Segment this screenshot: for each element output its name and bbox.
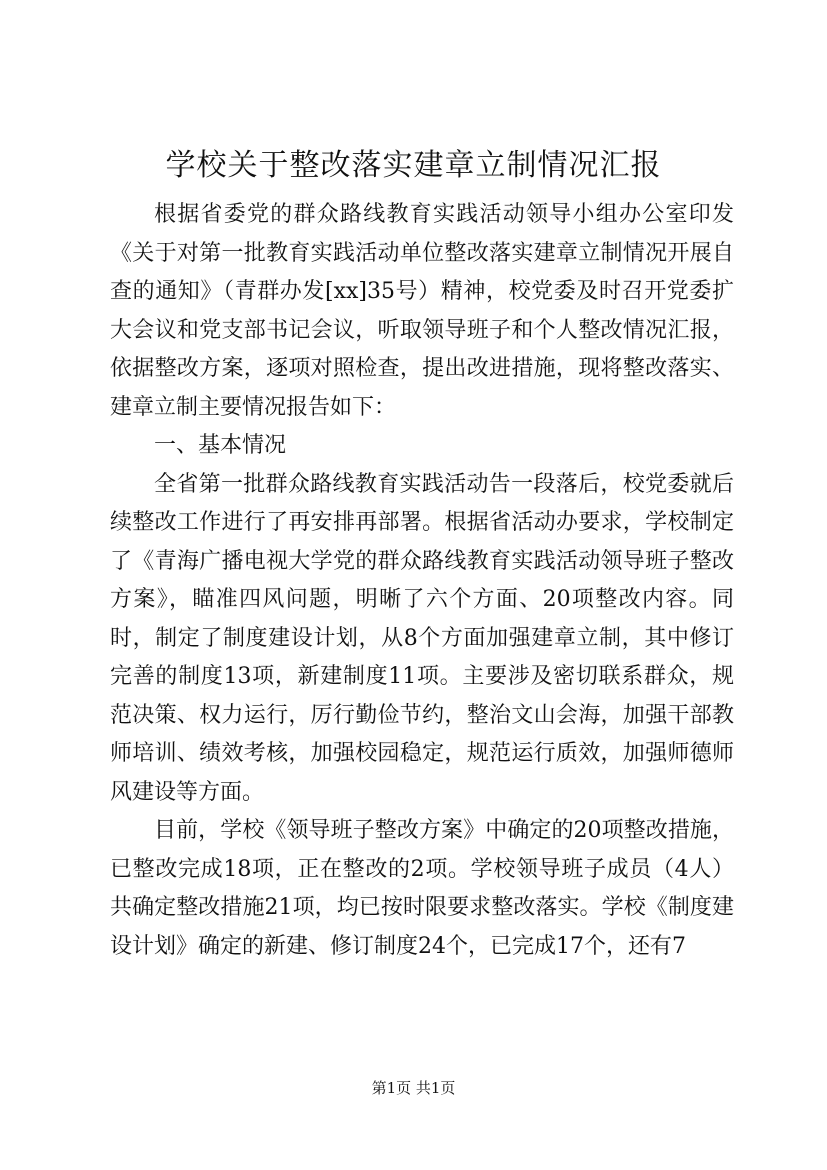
document-title: 学校关于整改落实建章立制情况汇报 bbox=[165, 148, 662, 183]
paragraph-current-progress: 目前，学校《领导班子整改方案》中确定的20项整改措施，已整改完成18项，正在整改的2项。学校领导班子成员（4人）共确定整改措施21项，均已按时限要求整改落实。学校《制度建设计划》确定的新建、修订制度24个，已完成17个，还有7 bbox=[110, 818, 734, 959]
page-number-footer: 第1页 共1页 bbox=[371, 1079, 456, 1097]
paragraph-basic-situation: 全省第一批群众路线教育实践活动告一段落后，校党委就后续整改工作进行了再安排再部署。根据省活动办要求，学校制定了《青海广播电视大学党的群众路线教育实践活动领导班子整改方案》，瞄准四风问题，明晰了六个方面、20项整改内容。同时，制定了制度建设计划，从8个方面加强建章立制，其中修订完善的制度13项，新建制度11项。主要涉及密切联系群众，规范决策、权力运行，厉行勤俭节约，整治文山会海，加强干部教师培训、绩效考核，加强校园稳定，规范运行质效，加强师德师风建设等方面。 bbox=[110, 471, 734, 805]
document-body bbox=[110, 196, 734, 966]
paragraph-intro: 根据省委党的群众路线教育实践活动领导小组办公室印发《关于对第一批教育实践活动单位整改落实建章立制情况开展自查的通知》（青群办发[xx]35号）精神，校党委及时召开党委扩大会议和党支部书记会议，听取领导班子和个人整改情况汇报，依据整改方案，逐项对照检查，提出改进措施，现将整改落实、建章立制主要情况报告如下： bbox=[110, 202, 734, 420]
section-heading-basic: 一、基本情况 bbox=[154, 433, 287, 458]
